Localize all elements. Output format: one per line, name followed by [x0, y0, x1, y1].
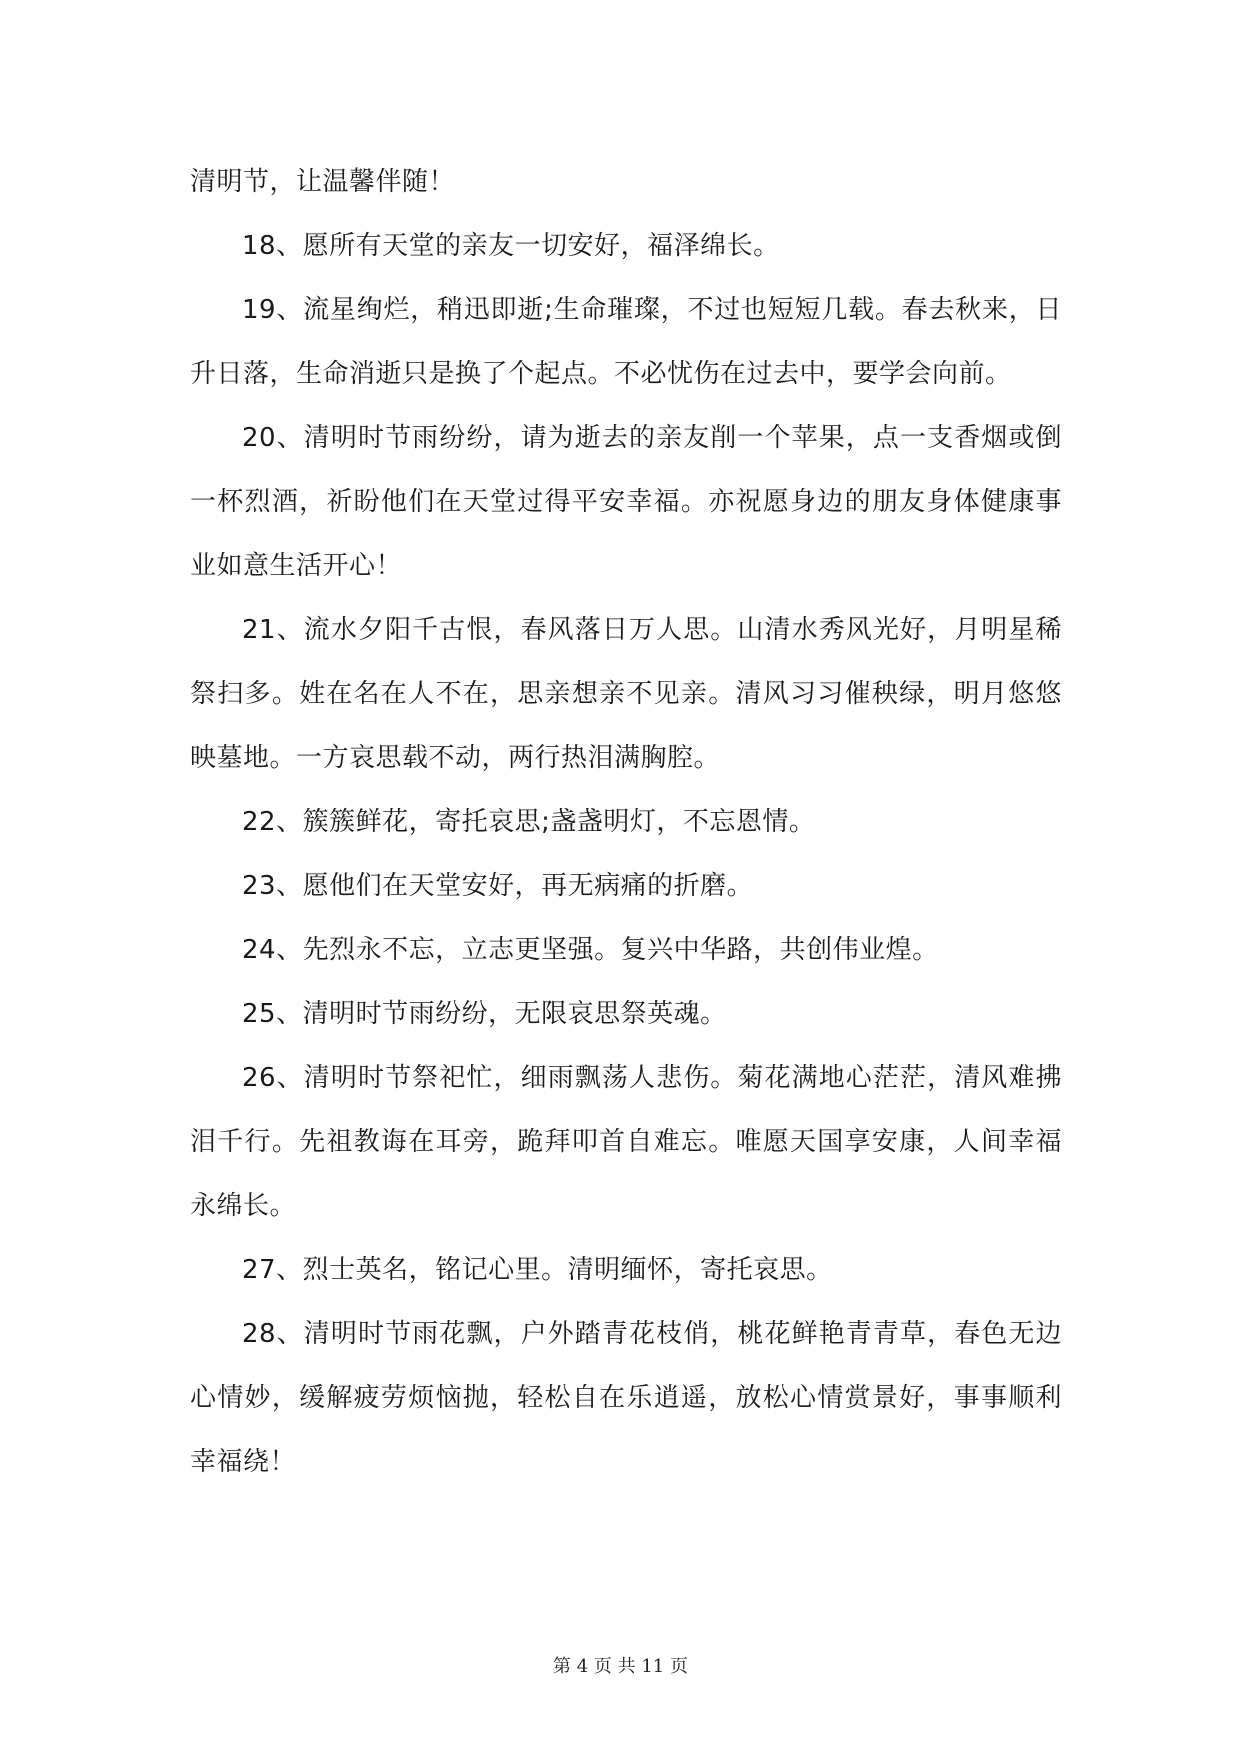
paragraph-item-24: 24、先烈永不忘，立志更坚强。复兴中华路，共创伟业煌。 — [242, 935, 939, 965]
paragraph-item-22: 22、簇簇鲜花，寄托哀思;盏盏明灯，不忘恩情。 — [242, 807, 816, 837]
document-body — [190, 150, 1062, 1494]
paragraph-item-25: 25、清明时节雨纷纷，无限哀思祭英魂。 — [242, 999, 727, 1029]
paragraph-item-27: 27、烈士英名，铭记心里。清明缅怀，寄托哀思。 — [242, 1255, 833, 1285]
paragraph-item-28: 28、清明时节雨花飘，户外踏青花枝俏，桃花鲜艳青青草，春色无边心情妙，缓解疲劳烦恼抛，轻松自在乐逍遥，放松心情赏景好，事事顺利幸福绕！ — [190, 1319, 1062, 1477]
page-number-footer: 第 4 页 共 11 页 — [553, 1656, 688, 1677]
paragraph-item-19: 19、流星绚烂，稍迅即逝;生命璀璨，不过也短短几载。春去秋来，日升日落，生命消逝只是换了个起点。不必忧伤在过去中，要学会向前。 — [190, 295, 1062, 389]
paragraph-item-21: 21、流水夕阳千古恨，春风落日万人思。山清水秀风光好，月明星稀祭扫多。姓在名在人不在，思亲想亲不见亲。清风习习催秧绿，明月悠悠映墓地。一方哀思载不动，两行热泪满胸腔。 — [190, 615, 1062, 773]
paragraph-item-23: 23、愿他们在天堂安好，再无病痛的折磨。 — [242, 871, 754, 901]
paragraph-item-20: 20、清明时节雨纷纷，请为逝去的亲友削一个苹果，点一支香烟或倒一杯烈酒，祈盼他们在天堂过得平安幸福。亦祝愿身边的朋友身体健康事业如意生活开心！ — [190, 423, 1062, 581]
paragraph-continuation: 清明节，让温馨伴随！ — [190, 167, 456, 197]
paragraph-item-18: 18、愿所有天堂的亲友一切安好，福泽绵长。 — [242, 231, 780, 261]
paragraph-item-26: 26、清明时节祭祀忙，细雨飘荡人悲伤。菊花满地心茫茫，清风难拂泪千行。先祖教诲在耳旁，跪拜叩首自难忘。唯愿天国享安康，人间幸福永绵长。 — [190, 1063, 1062, 1221]
